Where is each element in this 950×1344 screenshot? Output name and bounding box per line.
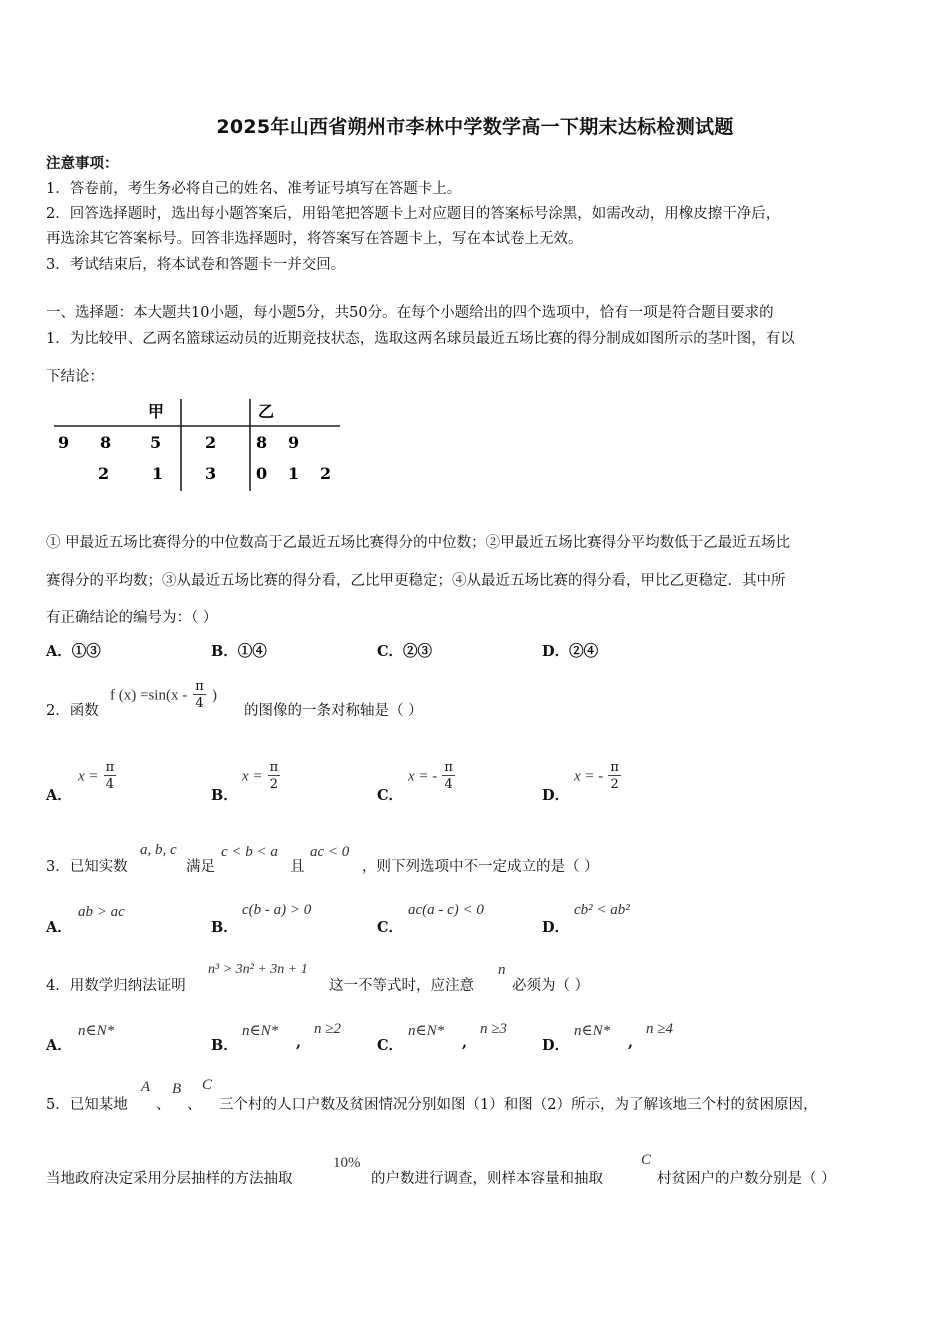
q2-c-fraction	[442, 761, 455, 791]
q4-option-c-label[interactable]: C．	[377, 1037, 404, 1054]
plot-stem: 2	[205, 433, 217, 452]
q4-option-d-comma: ,	[628, 1034, 634, 1051]
q4-option-c[interactable]: n∈N*	[408, 1023, 445, 1039]
q5-sep-2: 、	[187, 1097, 202, 1113]
q4-stem-mid: 这一不等式时，应注意	[329, 978, 474, 994]
q4-stem-post: 必须为（ ）	[512, 978, 590, 994]
q2-a-num: π	[105, 760, 115, 775]
q3-vars: a, b, c	[140, 842, 177, 858]
q4-inequality: n³ > 3n² + 3n + 1	[208, 962, 308, 977]
q2-d-fraction	[608, 761, 621, 791]
q3-option-a[interactable]: ab > ac	[78, 904, 125, 920]
q2-option-c[interactable]	[408, 761, 455, 791]
q4-var: n	[498, 962, 506, 978]
q2-option-b[interactable]	[242, 761, 280, 791]
q2-a-den: 4	[105, 777, 115, 792]
plot-leaf-left: 5	[150, 433, 162, 452]
q5-var-b: B	[172, 1081, 182, 1097]
q2-c-lhs: x = -	[408, 768, 438, 785]
plot-header-right: 乙	[258, 402, 275, 421]
q2-func-right: )	[211, 687, 217, 704]
q2-option-a-label[interactable]: A．	[46, 787, 72, 804]
q2-d-den: 2	[610, 777, 619, 792]
q2-func-left: f (x) =sin(x -	[110, 687, 188, 704]
q2-stem-pre: 2．函数	[46, 703, 99, 719]
q2-option-d[interactable]	[574, 761, 621, 791]
q1-option-b[interactable]: B．①④	[211, 643, 267, 660]
q1-conclusions-line1: ① 甲最近五场比赛得分的中位数高于乙最近五场比赛得分的中位数；②甲最近五场比赛得分平均数低于乙最近五场比	[46, 535, 791, 551]
q2-func-num: π	[195, 679, 204, 694]
q5-line2-pre: 当地政府决定采用分层抽样的方法抽取	[46, 1171, 293, 1187]
page-title: 2025年山西省朔州市李林中学数学高一下期末达标检测试题	[216, 116, 734, 138]
q2-option-a[interactable]	[78, 761, 116, 791]
q2-func-fraction	[193, 680, 206, 710]
q2-function	[110, 680, 217, 710]
section-heading: 一、选择题：本大题共10小题，每小题5分，共50分。在每个小题给出的四个选项中，恰有一项是符合题目要求的	[46, 305, 774, 321]
q4-option-a[interactable]: n∈N*	[78, 1023, 115, 1039]
plot-leaf-right: 9	[288, 433, 300, 452]
q3-stem-mid1: 满足	[186, 859, 215, 875]
q2-c-den: 4	[444, 777, 453, 792]
q2-a-fraction	[104, 761, 117, 791]
q3-stem-mid2: 且	[290, 859, 305, 875]
q2-d-lhs: x = -	[574, 768, 604, 785]
q2-b-lhs: x =	[242, 768, 263, 785]
plot-leaf-left: 9	[58, 433, 70, 452]
q3-option-b[interactable]: c(b - a) > 0	[242, 902, 312, 918]
plot-leaf-right: 0	[256, 464, 268, 483]
q4-option-b-cond[interactable]: n ≥2	[314, 1021, 341, 1037]
q2-b-fraction	[268, 761, 281, 791]
q4-option-d[interactable]: n∈N*	[574, 1023, 611, 1039]
q1-option-c[interactable]: C．②③	[377, 643, 433, 660]
q3-option-d-label[interactable]: D．	[542, 919, 570, 936]
plot-header-left: 甲	[148, 402, 165, 421]
q4-option-c-cond[interactable]: n ≥3	[480, 1021, 507, 1037]
q5-stem-post1: 三个村的人口户数及贫困情况分别如图（1）和图（2）所示，为了解该地三个村的贫困原因，	[219, 1097, 818, 1113]
stem-leaf-plot	[50, 395, 350, 495]
q2-b-den: 2	[269, 777, 279, 792]
q2-option-c-label[interactable]: C．	[377, 787, 404, 804]
q5-percent: 10%	[333, 1155, 361, 1171]
q2-option-d-label[interactable]: D．	[542, 787, 570, 804]
q1-option-d[interactable]: D．②④	[542, 643, 599, 660]
q5-var-c2: C	[641, 1152, 652, 1168]
q4-option-b-label[interactable]: B．	[211, 1037, 238, 1054]
q4-option-b-comma: ,	[296, 1034, 302, 1051]
q2-option-b-label[interactable]: B．	[211, 787, 238, 804]
q2-d-num: π	[610, 760, 619, 775]
q4-option-d-label[interactable]: D．	[542, 1037, 570, 1054]
q1-stem-line1: 1．为比较甲、乙两名篮球运动员的近期竞技状态，选取这两名球员最近五场比赛的得分制成如图所示的茎叶图，有以	[46, 331, 795, 347]
q4-option-a-label[interactable]: A．	[46, 1037, 72, 1054]
plot-leaf-left: 2	[98, 464, 110, 483]
q3-cond2: ac < 0	[310, 844, 350, 860]
q2-func-den: 4	[195, 696, 204, 711]
q2-c-num: π	[444, 760, 453, 775]
q3-cond1: c < b < a	[221, 844, 278, 860]
notice-heading: 注意事项：	[46, 155, 119, 172]
q4-option-c-comma: ,	[462, 1034, 468, 1051]
q3-option-c-label[interactable]: C．	[377, 919, 404, 936]
plot-leaf-left: 8	[100, 433, 112, 452]
plot-leaf-right: 8	[256, 433, 268, 452]
q5-line2-mid: 的户数进行调查，则样本容量和抽取	[371, 1171, 603, 1187]
q3-option-b-label[interactable]: B．	[211, 919, 238, 936]
notice-item-2: 2．回答选择题时，选出每小题答案后，用铅笔把答题卡上对应题目的答案标号涂黑，如需改动，用橡皮擦干净后，	[46, 206, 781, 222]
plot-leaf-left: 1	[152, 464, 164, 483]
notice-item-3: 3．考试结束后，将本试卷和答题卡一并交回。	[46, 257, 346, 273]
q3-option-d[interactable]: cb² < ab²	[574, 902, 630, 918]
q1-conclusions-line2: 赛得分的平均数；③从最近五场比赛的得分看，乙比甲更稳定；④从最近五场比赛的得分看，甲比乙更稳定．其中所	[46, 573, 786, 589]
notice-item-1: 1．答卷前，考生务必将自己的姓名、准考证号填写在答题卡上。	[46, 181, 462, 197]
plot-leaf-right: 1	[288, 464, 300, 483]
q3-option-c[interactable]: ac(a - c) < 0	[408, 902, 484, 918]
q5-line2-post: 村贫困户的户数分别是（ ）	[657, 1171, 836, 1187]
q4-stem-pre: 4．用数学归纳法证明	[46, 978, 186, 994]
q1-option-a[interactable]: A．①③	[46, 643, 101, 660]
q3-stem-pre: 3．已知实数	[46, 859, 128, 875]
plot-stem: 3	[205, 464, 217, 483]
q1-stem-line2: 下结论：	[46, 369, 104, 385]
q5-var-a: A	[141, 1079, 151, 1095]
q5-stem-pre: 5．已知某地	[46, 1097, 128, 1113]
notice-item-2-cont: 再选涂其它答案标号。回答非选择题时，将答案写在答题卡上，写在本试卷上无效。	[46, 231, 583, 247]
q4-option-b[interactable]: n∈N*	[242, 1023, 279, 1039]
q1-conclusions-line3: 有正确结论的编号为：（ ）	[46, 610, 218, 626]
q4-option-d-cond[interactable]: n ≥4	[646, 1021, 673, 1037]
q2-stem-post: 的图像的一条对称轴是（ ）	[244, 703, 423, 719]
q3-stem-post: ，则下列选项中不一定成立的是（ ）	[362, 859, 599, 875]
q3-option-a-label[interactable]: A．	[46, 919, 72, 936]
q2-a-lhs: x =	[78, 768, 99, 785]
q2-b-num: π	[269, 760, 279, 775]
plot-leaf-right: 2	[320, 464, 332, 483]
q5-sep-1: 、	[156, 1097, 171, 1113]
q5-var-c: C	[202, 1077, 213, 1093]
